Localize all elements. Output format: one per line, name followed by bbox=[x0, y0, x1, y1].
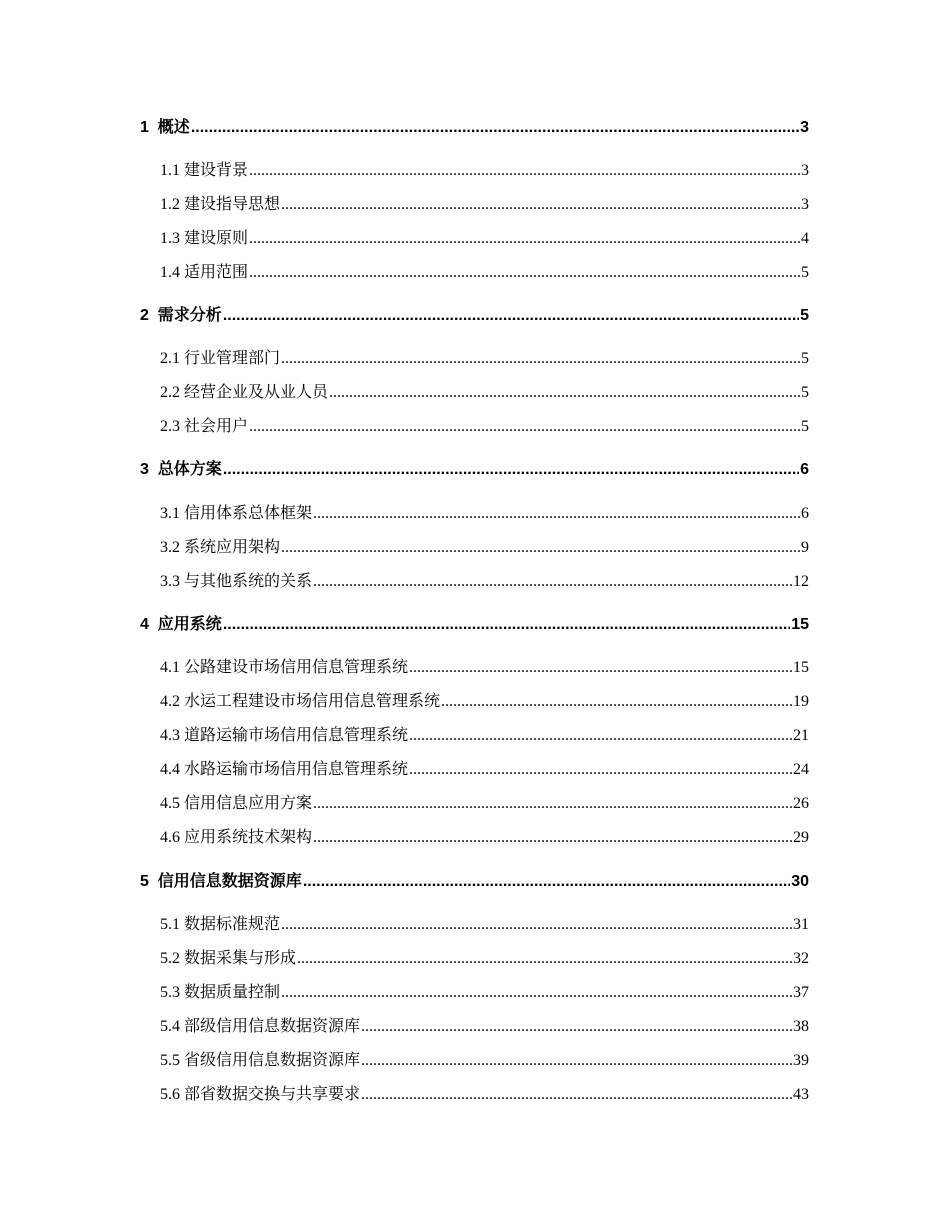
toc-entry-2-1[interactable] bbox=[160, 345, 809, 368]
toc-entry-label: 2.3 社会用户 bbox=[160, 418, 249, 435]
toc-entry-1-3[interactable] bbox=[160, 225, 809, 248]
toc-page-number: 43 bbox=[793, 1086, 809, 1103]
toc-page-number: 21 bbox=[793, 727, 809, 744]
toc-page-number: 6 bbox=[801, 505, 809, 522]
toc-page-number: 24 bbox=[793, 761, 809, 778]
toc-entry-label: 5.2 数据采集与形成 bbox=[160, 950, 297, 967]
toc-entry-label: 3.2 系统应用架构 bbox=[160, 539, 281, 556]
dot-leader bbox=[441, 693, 792, 711]
dot-leader bbox=[281, 984, 792, 1002]
toc-page-number: 3 bbox=[800, 119, 809, 136]
toc-page-number: 15 bbox=[793, 659, 809, 676]
toc-entry-3-3[interactable] bbox=[160, 568, 809, 591]
toc-entry-label: 1.4 适用范围 bbox=[160, 264, 249, 281]
dot-leader bbox=[409, 659, 792, 677]
dot-leader bbox=[409, 761, 792, 779]
dot-leader bbox=[313, 795, 792, 813]
toc-entry-5-1[interactable] bbox=[160, 911, 809, 934]
dot-leader bbox=[281, 539, 800, 557]
dot-leader bbox=[249, 418, 800, 436]
toc-entry-label: 1.2 建设指导思想 bbox=[160, 196, 281, 213]
toc-entry-2-3[interactable] bbox=[160, 413, 809, 436]
dot-leader bbox=[249, 230, 800, 248]
toc-entry-label: 1 概述 bbox=[140, 119, 190, 136]
dot-leader bbox=[361, 1086, 792, 1104]
toc-entry-label: 4.3 道路运输市场信用信息管理系统 bbox=[160, 727, 409, 744]
toc-entry-4-4[interactable] bbox=[160, 756, 809, 779]
toc-page-number: 29 bbox=[793, 829, 809, 846]
toc-entry-1-4[interactable] bbox=[160, 259, 809, 282]
dot-leader bbox=[223, 307, 799, 325]
toc-entry-label: 2 需求分析 bbox=[140, 307, 222, 324]
dot-leader bbox=[313, 573, 792, 591]
toc-entry-label: 4.5 信用信息应用方案 bbox=[160, 795, 313, 812]
toc-page-number: 6 bbox=[800, 461, 809, 478]
toc-page-number: 38 bbox=[793, 1018, 809, 1035]
toc-entry-5-2[interactable] bbox=[160, 945, 809, 968]
dot-leader bbox=[329, 384, 800, 402]
toc-page-number: 3 bbox=[801, 196, 809, 213]
toc-entry-5-6[interactable] bbox=[160, 1081, 809, 1104]
toc-entry-label: 1.1 建设背景 bbox=[160, 162, 249, 179]
toc-entry-1-2[interactable] bbox=[160, 191, 809, 214]
toc-entry-label: 2.1 行业管理部门 bbox=[160, 350, 281, 367]
dot-leader bbox=[409, 727, 792, 745]
toc-entry-4-2[interactable] bbox=[160, 688, 809, 711]
toc-page-number: 5 bbox=[801, 264, 809, 281]
toc-page-number: 3 bbox=[801, 162, 809, 179]
toc-entry-label: 5.3 数据质量控制 bbox=[160, 984, 281, 1001]
toc-entry-label: 5 信用信息数据资源库 bbox=[140, 873, 302, 890]
dot-leader bbox=[361, 1018, 792, 1036]
toc-entry-label: 5.1 数据标准规范 bbox=[160, 916, 281, 933]
dot-leader bbox=[313, 505, 800, 523]
toc-entry-label: 4 应用系统 bbox=[140, 616, 222, 633]
toc-page-number: 5 bbox=[801, 418, 809, 435]
dot-leader bbox=[249, 264, 800, 282]
toc-page-number: 4 bbox=[801, 230, 809, 247]
toc-page-number: 5 bbox=[801, 384, 809, 401]
toc-entry-label: 1.3 建设原则 bbox=[160, 230, 249, 247]
toc-entry-label: 3 总体方案 bbox=[140, 461, 222, 478]
dot-leader bbox=[281, 350, 800, 368]
toc-page-number: 15 bbox=[791, 616, 809, 633]
toc-entry-label: 2.2 经营企业及从业人员 bbox=[160, 384, 329, 401]
toc-page-number: 26 bbox=[793, 795, 809, 812]
dot-leader bbox=[361, 1052, 792, 1070]
toc-page-number: 19 bbox=[793, 693, 809, 710]
dot-leader bbox=[223, 616, 790, 634]
toc-entry-4-5[interactable] bbox=[160, 790, 809, 813]
dot-leader bbox=[249, 162, 800, 180]
toc-entry-5-4[interactable] bbox=[160, 1013, 809, 1036]
toc-page-number: 12 bbox=[793, 573, 809, 590]
toc-entry-2-2[interactable] bbox=[160, 379, 809, 402]
dot-leader bbox=[303, 873, 790, 891]
toc-entry-label: 4.1 公路建设市场信用信息管理系统 bbox=[160, 659, 409, 676]
toc-page-number: 37 bbox=[793, 984, 809, 1001]
toc-entry-label: 4.6 应用系统技术架构 bbox=[160, 829, 313, 846]
toc-page-number: 31 bbox=[793, 916, 809, 933]
dot-leader bbox=[191, 119, 799, 137]
toc-entry-label: 4.4 水路运输市场信用信息管理系统 bbox=[160, 761, 409, 778]
dot-leader bbox=[297, 950, 792, 968]
toc-page-number: 5 bbox=[800, 307, 809, 324]
toc-page-number: 5 bbox=[801, 350, 809, 367]
dot-leader bbox=[281, 916, 792, 934]
toc-entry-label: 4.2 水运工程建设市场信用信息管理系统 bbox=[160, 693, 441, 710]
toc-entry-3-1[interactable] bbox=[160, 500, 809, 523]
dot-leader bbox=[223, 461, 799, 479]
toc-entry-label: 5.4 部级信用信息数据资源库 bbox=[160, 1018, 361, 1035]
toc-entry-label: 3.1 信用体系总体框架 bbox=[160, 505, 313, 522]
toc-entry-3[interactable] bbox=[140, 456, 809, 479]
toc-page-number: 30 bbox=[791, 873, 809, 890]
toc-entry-3-2[interactable] bbox=[160, 534, 809, 557]
toc-entry-label: 5.5 省级信用信息数据资源库 bbox=[160, 1052, 361, 1069]
toc-entry-5-3[interactable] bbox=[160, 979, 809, 1002]
dot-leader bbox=[313, 829, 792, 847]
toc-entry-5[interactable] bbox=[140, 868, 809, 891]
toc-page-number: 39 bbox=[793, 1052, 809, 1069]
toc-entry-4-1[interactable] bbox=[160, 654, 809, 677]
toc-entry-4-6[interactable] bbox=[160, 824, 809, 847]
toc-page-number: 9 bbox=[801, 539, 809, 556]
toc-entry-1-1[interactable] bbox=[160, 157, 809, 180]
toc-entry-4-3[interactable] bbox=[160, 722, 809, 745]
toc-entry-2[interactable] bbox=[140, 302, 809, 325]
toc-page-number: 32 bbox=[793, 950, 809, 967]
toc-entry-label: 5.6 部省数据交换与共享要求 bbox=[160, 1086, 361, 1103]
dot-leader bbox=[281, 196, 800, 214]
toc-entry-label: 3.3 与其他系统的关系 bbox=[160, 573, 313, 590]
toc-entry-5-5[interactable] bbox=[160, 1047, 809, 1070]
toc-entry-4[interactable] bbox=[140, 611, 809, 634]
toc-entry-1[interactable] bbox=[140, 114, 809, 137]
